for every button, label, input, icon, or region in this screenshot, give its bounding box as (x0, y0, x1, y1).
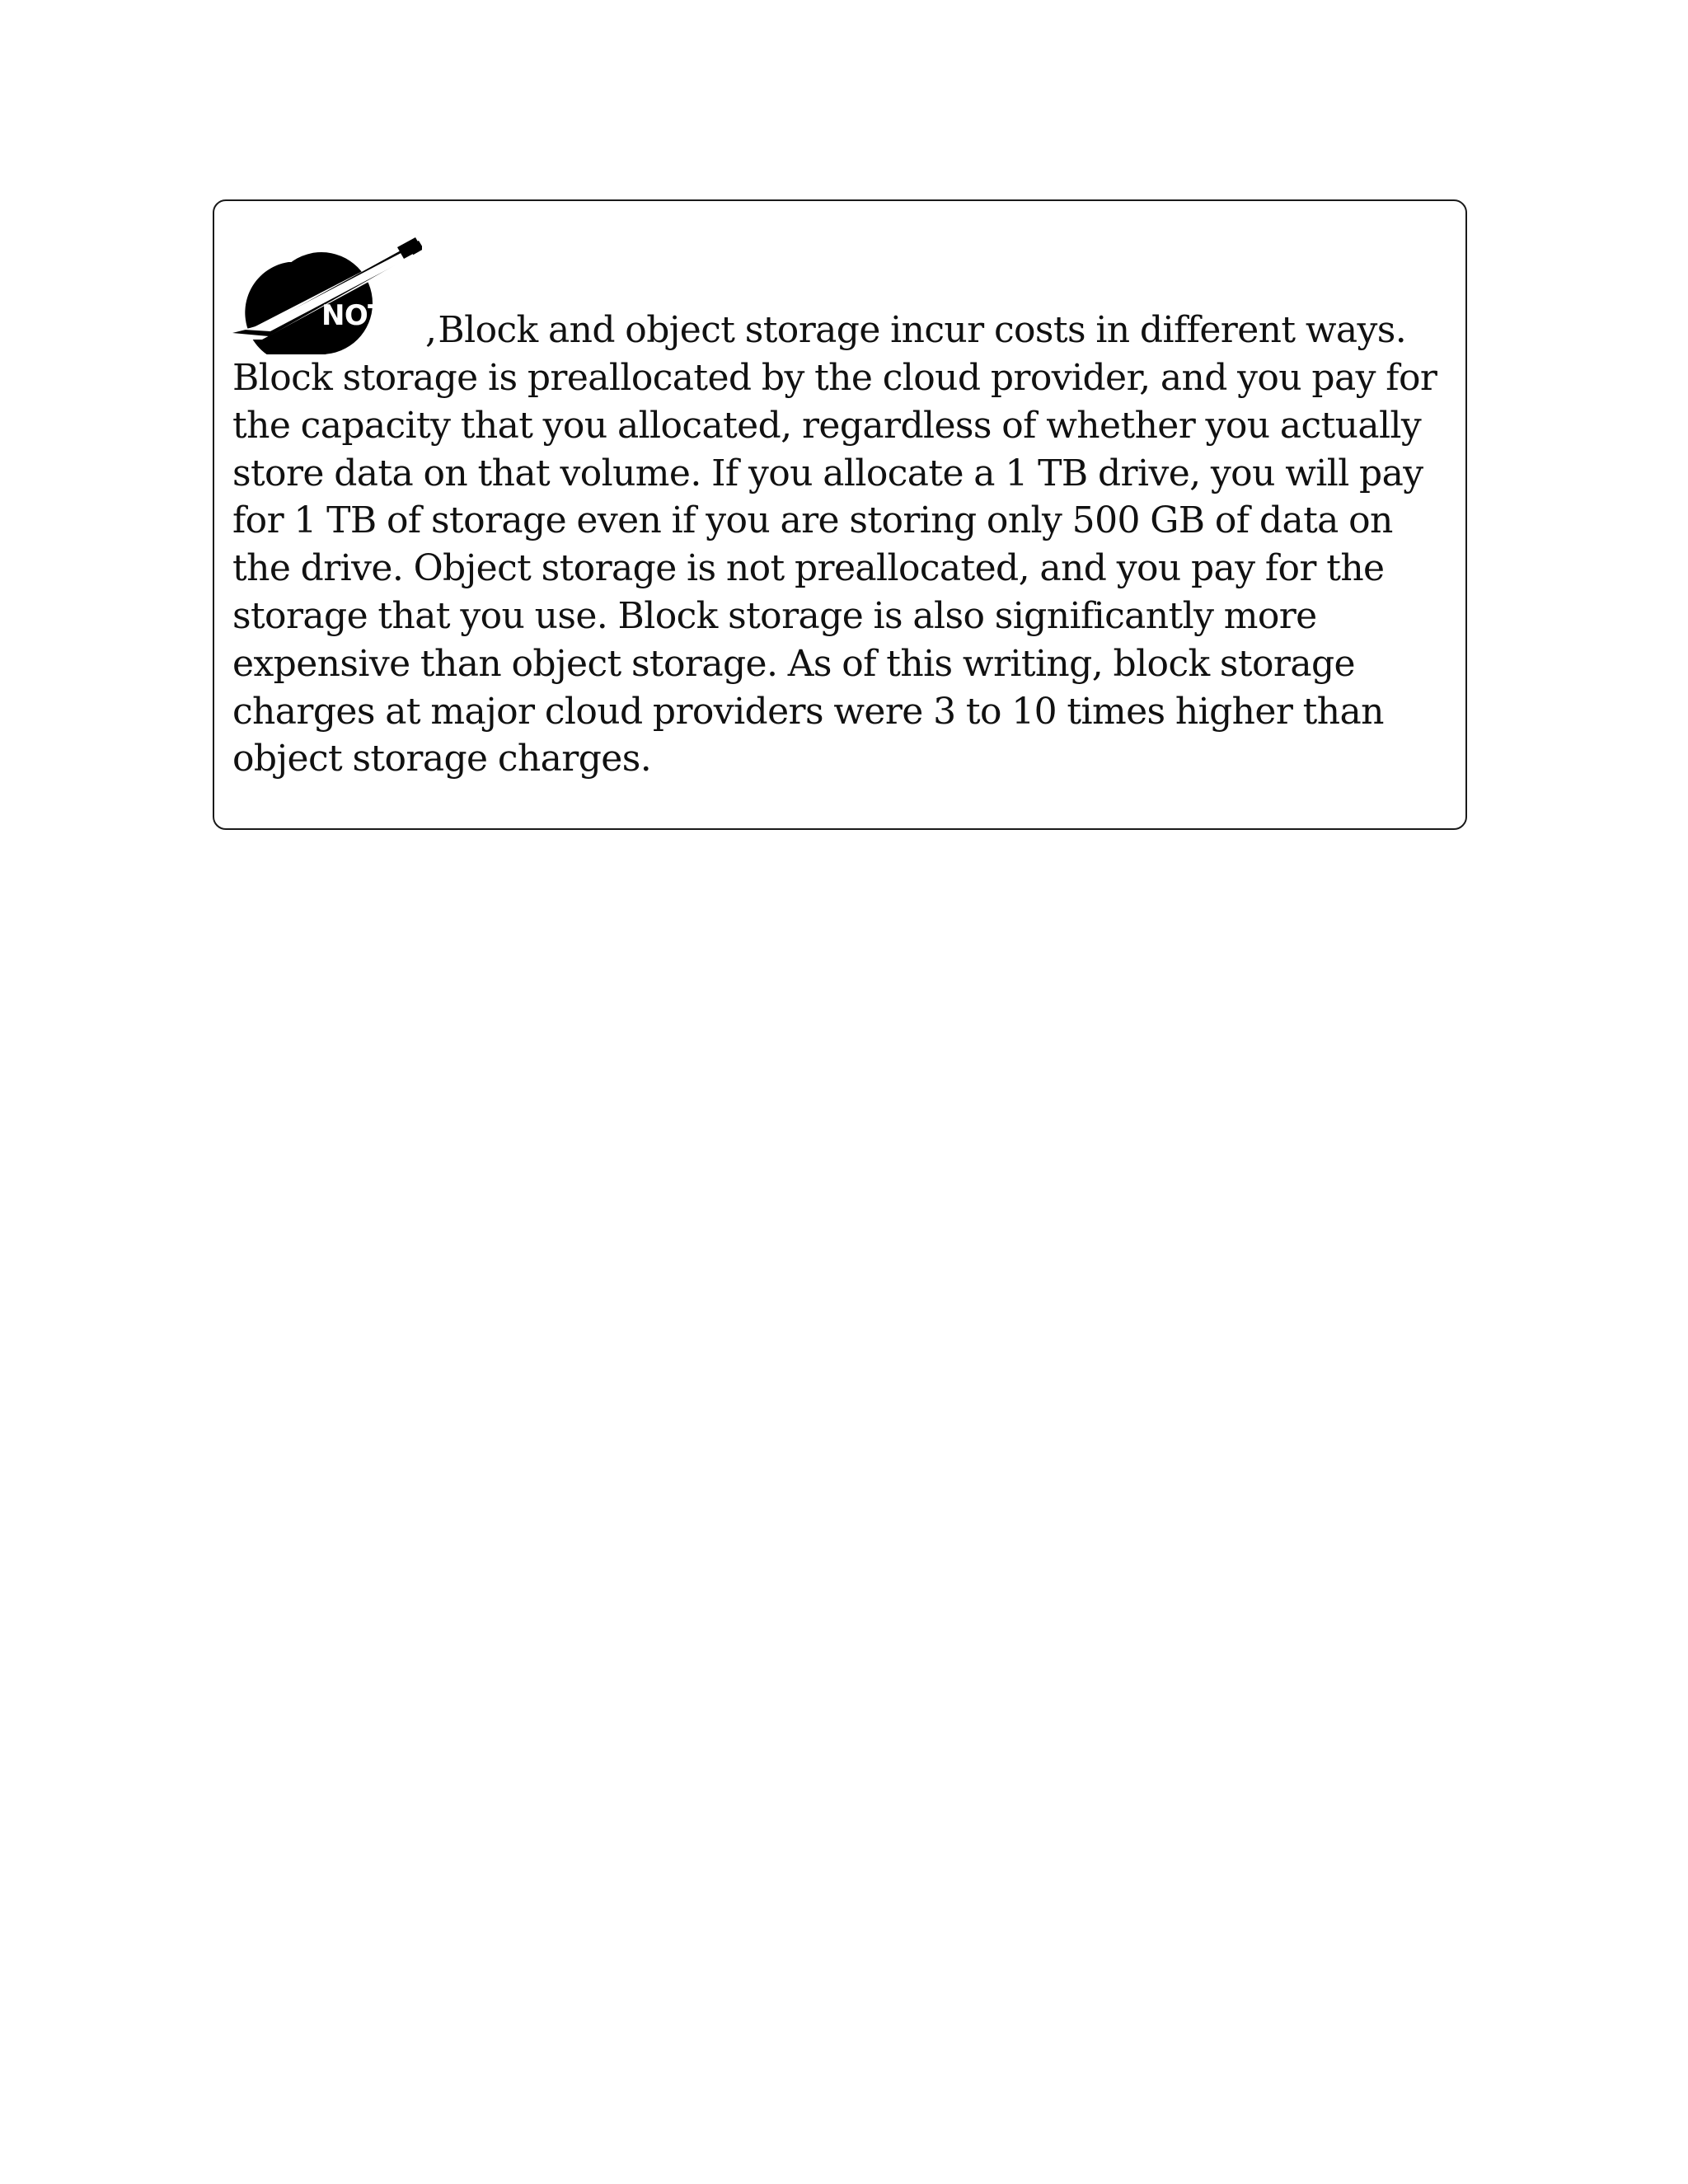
note-icon-label: NOTE (321, 299, 406, 332)
note-box (213, 199, 1467, 830)
note-body-text: Block and object storage incur costs in different ways. Block storage is preallocated by the cloud provider, and you pay for the capacity that you allocated, regardless of whether you actually store data on that volume. If you allocate a 1 TB drive, you will pay for 1 TB of storage even if you are storing only 500 GB of data on the drive. Object storage is not preallocated, and you pay for the storage that you use. Block storage is also significantly more expensive than object storage. As of this writing, block storage charges at major cloud providers were 3 to 10 times higher than object storage charges. (232, 309, 1437, 780)
note-icon (232, 237, 422, 354)
note-separator: , (425, 309, 437, 352)
note-paragraph (232, 237, 1447, 783)
